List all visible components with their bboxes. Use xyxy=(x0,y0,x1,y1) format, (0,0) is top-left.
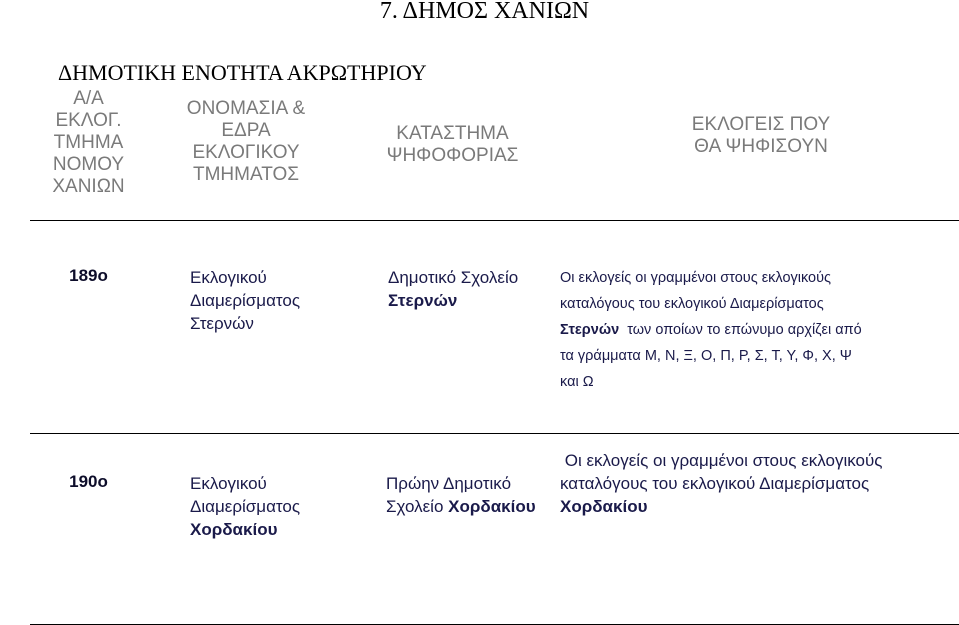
row-number: 189ο xyxy=(69,266,108,285)
eligible-voters: Οι εκλογείς οι γραμμένοι στους εκλογικούς καταλόγους του εκλογικού Διαμερίσματος Χορδακίου xyxy=(560,451,883,516)
header-cell-number: Α/Α ΕΚΛΟΓ. ΤΜΗΜΑ ΝΟΜΟΥ ΧΑΝΙΩΝ xyxy=(30,88,147,221)
district-name: Εκλογικού Διαμερίσματος Χορδακίου xyxy=(190,474,301,539)
table-row xyxy=(30,221,959,434)
polling-stations-table xyxy=(30,88,959,625)
page-title: 7. ΔΗΜΟΣ ΧΑΝΙΩΝ xyxy=(379,0,590,24)
row-number: 190ο xyxy=(69,472,108,491)
header-cell-station: ΚΑΤΑΣΤΗΜΑ ΨΗΦΟΦΟΡΙΑΣ xyxy=(345,88,560,221)
eligible-voters: Οι εκλογείς οι γραμμένοι στους εκλογικούς καταλόγους του εκλογικού Διαμερίσματος Στερνών των οποίων το επώνυμο αρχίζει από τα γράμματα Μ, Ν, Ξ, Ο, Π, Ρ, Σ, Τ, Υ, Φ, Χ, Ψ και Ω xyxy=(560,270,862,390)
district-name: Εκλογικού Διαμερίσματος Στερνών xyxy=(190,268,301,333)
unit-title: ΔΗΜΟΤΙΚΗ ΕΝΟΤΗΤΑ ΑΚΡΩΤΗΡΙΟΥ xyxy=(58,60,427,85)
polling-station: Δημοτικό Σχολείο Στερνών xyxy=(388,268,519,310)
header-cell-voters: ΕΚΛΟΓΕΙΣ ΠΟΥ ΘΑ ΨΗΦΙΣΟΥΝ xyxy=(560,88,959,221)
header-cell-name: ΟΝΟΜΑΣΙΑ & ΕΔΡΑ ΕΚΛΟΓΙΚΟΥ ΤΜΗΜΑΤΟΣ xyxy=(147,88,345,221)
table-row xyxy=(30,434,959,625)
table-header-row xyxy=(30,88,959,221)
polling-station: Πρώην Δημοτικό Σχολείο Χορδακίου xyxy=(386,474,536,516)
